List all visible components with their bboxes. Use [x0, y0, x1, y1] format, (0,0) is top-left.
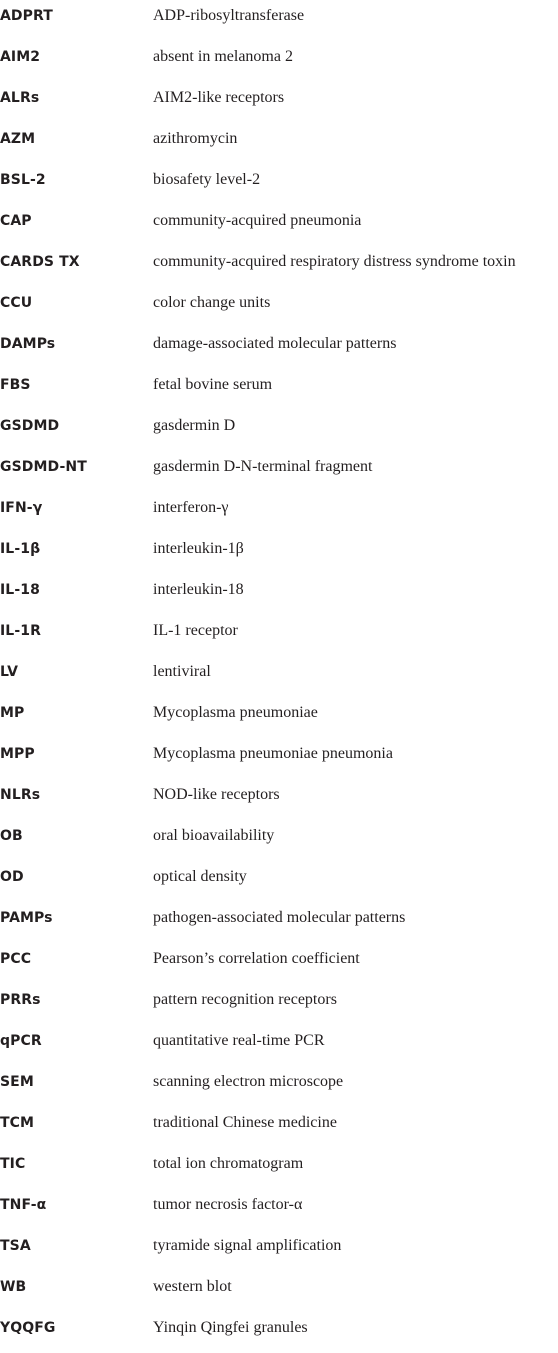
abbreviation-term: IFN-γ	[0, 500, 43, 516]
abbreviation-term: IL-1R	[0, 623, 41, 639]
abbreviation-definition: lentiviral	[153, 663, 211, 680]
abbreviation-definition: AIM2-like receptors	[153, 89, 285, 106]
abbreviation-definition: NOD-like receptors	[153, 786, 280, 803]
abbreviation-term: WB	[0, 1279, 27, 1295]
abbreviation-row	[0, 287, 558, 328]
abbreviation-term: MP	[0, 705, 25, 721]
abbreviation-term: DAMPs	[0, 336, 56, 352]
abbreviation-definition: optical density	[153, 868, 247, 885]
abbreviation-definition: azithromycin	[153, 130, 238, 147]
abbreviation-row	[0, 697, 558, 738]
abbreviation-row	[0, 410, 558, 451]
abbreviation-term: OB	[0, 828, 23, 844]
abbreviation-term: YQQFG	[0, 1320, 56, 1336]
abbreviation-row	[0, 1189, 558, 1230]
abbreviation-term: ALRs	[0, 90, 40, 106]
abbreviation-row	[0, 902, 558, 943]
abbreviation-row	[0, 1107, 558, 1148]
abbreviation-term: SEM	[0, 1074, 34, 1090]
abbreviation-definition: traditional Chinese medicine	[153, 1114, 337, 1131]
abbreviation-definition: biosafety level-2	[153, 171, 261, 188]
abbreviation-row	[0, 369, 558, 410]
abbreviation-term: CARDS TX	[0, 254, 80, 270]
abbreviation-definition: color change units	[153, 294, 271, 311]
abbreviation-definition: interferon-γ	[153, 499, 229, 516]
abbreviation-row	[0, 1025, 558, 1066]
abbreviation-definition: scanning electron microscope	[153, 1073, 344, 1090]
abbreviation-row	[0, 123, 558, 164]
abbreviation-row	[0, 1148, 558, 1189]
abbreviation-term: PAMPs	[0, 910, 53, 926]
abbreviation-row	[0, 205, 558, 246]
abbreviation-row	[0, 1230, 558, 1271]
abbreviation-row	[0, 779, 558, 820]
abbreviation-row	[0, 943, 558, 984]
abbreviation-term: TCM	[0, 1115, 35, 1131]
abbreviation-term: ADPRT	[0, 8, 53, 24]
abbreviation-term: NLRs	[0, 787, 41, 803]
abbreviation-term: PCC	[0, 951, 32, 967]
abbreviation-row	[0, 656, 558, 697]
abbreviation-row	[0, 1271, 558, 1312]
abbreviation-row	[0, 492, 558, 533]
abbreviation-definition: interleukin-1β	[153, 540, 244, 557]
abbreviation-term: IL-1β	[0, 541, 41, 557]
abbreviation-definition: western blot	[153, 1278, 232, 1295]
abbreviation-definition: damage-associated molecular patterns	[153, 335, 397, 352]
abbreviation-term: FBS	[0, 377, 31, 393]
abbreviation-definition: IL-1 receptor	[153, 622, 238, 639]
abbreviation-row	[0, 451, 558, 492]
abbreviation-row	[0, 82, 558, 123]
abbreviation-definition: pathogen-associated molecular patterns	[153, 909, 406, 926]
abbreviation-term: CCU	[0, 295, 33, 311]
abbreviation-definition: pattern recognition receptors	[153, 991, 337, 1008]
abbreviation-row	[0, 533, 558, 574]
abbreviation-term: PRRs	[0, 992, 41, 1008]
abbreviation-definition: gasdermin D	[153, 417, 236, 434]
abbreviation-term: LV	[0, 664, 19, 680]
abbreviation-term: GSDMD-NT	[0, 459, 87, 475]
abbreviation-term: GSDMD	[0, 418, 60, 434]
abbreviation-definition: community-acquired respiratory distress syndrome toxin	[153, 253, 516, 270]
abbreviation-row	[0, 164, 558, 205]
abbreviation-term: AZM	[0, 131, 36, 147]
abbreviation-definition: Mycoplasma pneumoniae	[153, 704, 318, 721]
abbreviation-row	[0, 0, 558, 41]
abbreviation-definition: oral bioavailability	[153, 827, 275, 844]
abbreviation-term: MPP	[0, 746, 35, 762]
abbreviation-term: qPCR	[0, 1033, 42, 1049]
abbreviation-definition: Mycoplasma pneumoniae pneumonia	[153, 745, 393, 762]
abbreviation-definition: interleukin-18	[153, 581, 244, 598]
abbreviation-term: IL-18	[0, 582, 40, 598]
abbreviation-definition: tumor necrosis factor-α	[153, 1196, 303, 1213]
abbreviation-row	[0, 574, 558, 615]
abbreviation-definition: fetal bovine serum	[153, 376, 273, 393]
abbreviation-row	[0, 861, 558, 902]
abbreviation-term: AIM2	[0, 49, 41, 65]
abbreviation-definition: gasdermin D-N-terminal fragment	[153, 458, 373, 475]
abbreviation-row	[0, 738, 558, 779]
abbreviation-row	[0, 328, 558, 369]
abbreviation-term: CAP	[0, 213, 32, 229]
abbreviation-row	[0, 615, 558, 656]
abbreviation-definition: community-acquired pneumonia	[153, 212, 362, 229]
abbreviation-term: TIC	[0, 1156, 26, 1172]
abbreviation-row	[0, 1066, 558, 1107]
abbreviation-definition: Yinqin Qingfei granules	[153, 1319, 308, 1336]
abbreviation-row	[0, 246, 558, 287]
abbreviation-term: TNF-α	[0, 1197, 47, 1213]
abbreviation-definition: total ion chromatogram	[153, 1155, 304, 1172]
abbreviation-term: BSL-2	[0, 172, 46, 188]
abbreviation-definition: Pearson’s correlation coefficient	[153, 950, 360, 967]
abbreviation-row	[0, 41, 558, 82]
abbreviation-definition: ADP-ribosyltransferase	[153, 7, 305, 24]
abbreviation-definition: absent in melanoma 2	[153, 48, 293, 65]
abbreviation-definition: tyramide signal amplification	[153, 1237, 342, 1254]
abbreviation-definition: quantitative real-time PCR	[153, 1032, 325, 1049]
abbreviation-row	[0, 820, 558, 861]
abbreviation-row	[0, 984, 558, 1025]
abbreviation-term: TSA	[0, 1238, 31, 1254]
abbreviation-term: OD	[0, 869, 24, 885]
